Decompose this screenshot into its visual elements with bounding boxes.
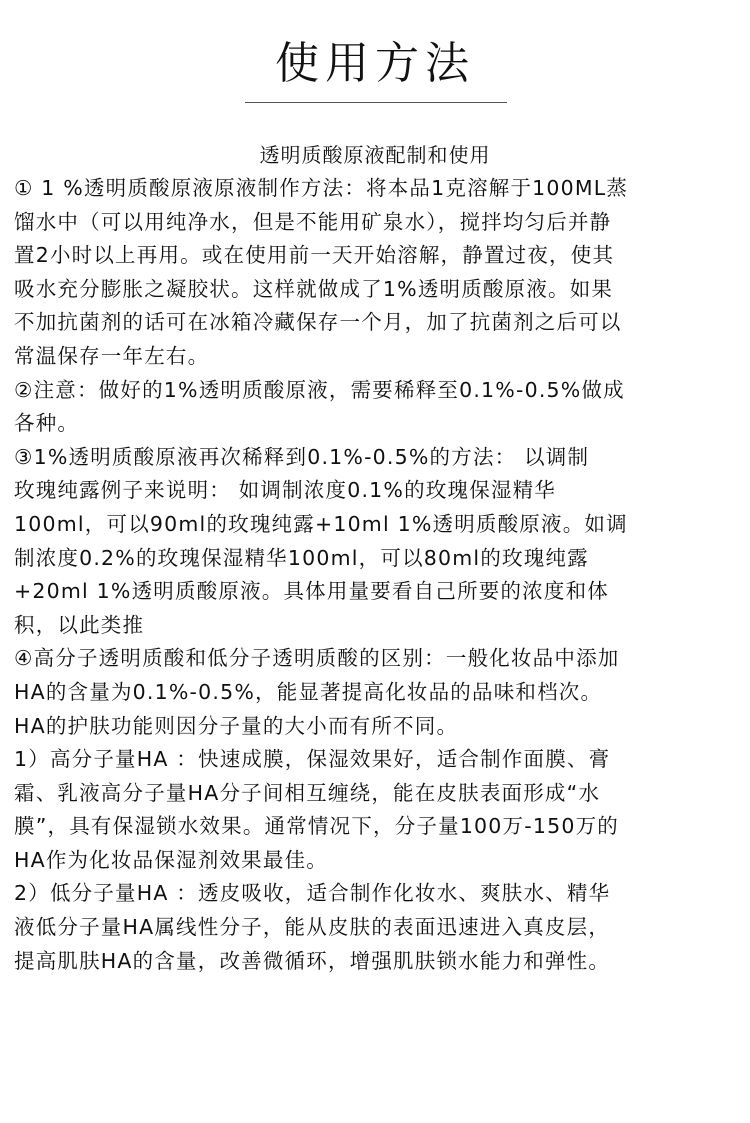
text-line: 不加抗菌剂的话可在冰箱冷藏保存一个月，加了抗菌剂之后可以 (14, 310, 622, 335)
text-line: 1）高分子量HA ：快速成膜，保湿效果好，适合制作面膜、膏 (14, 747, 611, 772)
title-divider (245, 102, 507, 103)
text-line: 玫瑰纯露例子来说明： 如调制浓度0.1%的玫瑰保湿精华 (14, 478, 556, 503)
text-line: 2）低分子量HA ：透皮吸收，适合制作化妆水、爽肤水、精华 (14, 881, 611, 906)
text-line: 霜、乳液高分子量HA分子间相互缠绕，能在皮肤表面形成“水 (14, 780, 601, 805)
text-line: ① 1 %透明质酸原液原液制作方法：将本品1克溶解于100ML蒸 (14, 176, 629, 200)
text-line: 吸水充分膨胀之凝胶状。这样就做成了1%透明质酸原液。如果 (14, 276, 614, 301)
text-line: ③1%透明质酸原液再次稀释到0.1%-0.5%的方法： 以调制 (14, 444, 590, 469)
instructions-body (14, 172, 736, 978)
text-line: ④高分子透明质酸和低分子透明质酸的区别：一般化妆品中添加 (14, 646, 620, 671)
text-line: 各种。 (14, 411, 80, 436)
text-line: 提高肌肤HA的含量，改善微循环，增强肌肤锁水能力和弹性。 (14, 948, 611, 973)
text-line: 常温保存一年左右。 (14, 343, 210, 368)
text-line: ②注意：做好的1%透明质酸原液，需要稀释至0.1%-0.5%做成 (14, 377, 625, 402)
text-line: 制浓度0.2%的玫瑰保湿精华100ml，可以80ml的玫瑰纯露 (14, 545, 589, 570)
text-line: 液低分子量HA属线性分子，能从皮肤的表面迅速进入真皮层， (14, 915, 611, 940)
text-line: HA的护肤功能则因分子量的大小而有所不同。 (14, 713, 459, 738)
section-subtitle: 透明质酸原液配制和使用 (259, 143, 491, 167)
text-line: 膜”，具有保湿锁水效果。通常情况下，分子量100万-150万的 (14, 814, 619, 839)
text-line: HA作为化妆品保湿剂效果最佳。 (14, 847, 328, 872)
text-line: 置2小时以上再用。或在使用前一天开始溶解，静置过夜，使其 (14, 243, 615, 268)
text-line: +20ml 1%透明质酸原液。具体用量要看自己所要的浓度和体 (14, 579, 609, 604)
text-line: HA的含量为0.1%-0.5%，能显著提高化妆品的品味和档次。 (14, 679, 603, 704)
text-line: 100ml，可以90ml的玫瑰纯露+10ml 1%透明质酸原液。如调 (14, 511, 628, 536)
page-title: 使用方法 (275, 38, 475, 89)
text-line: 馏水中（可以用纯净水，但是不能用矿泉水），搅拌均匀后并静 (14, 209, 612, 234)
text-line: 积，以此类推 (14, 612, 145, 637)
